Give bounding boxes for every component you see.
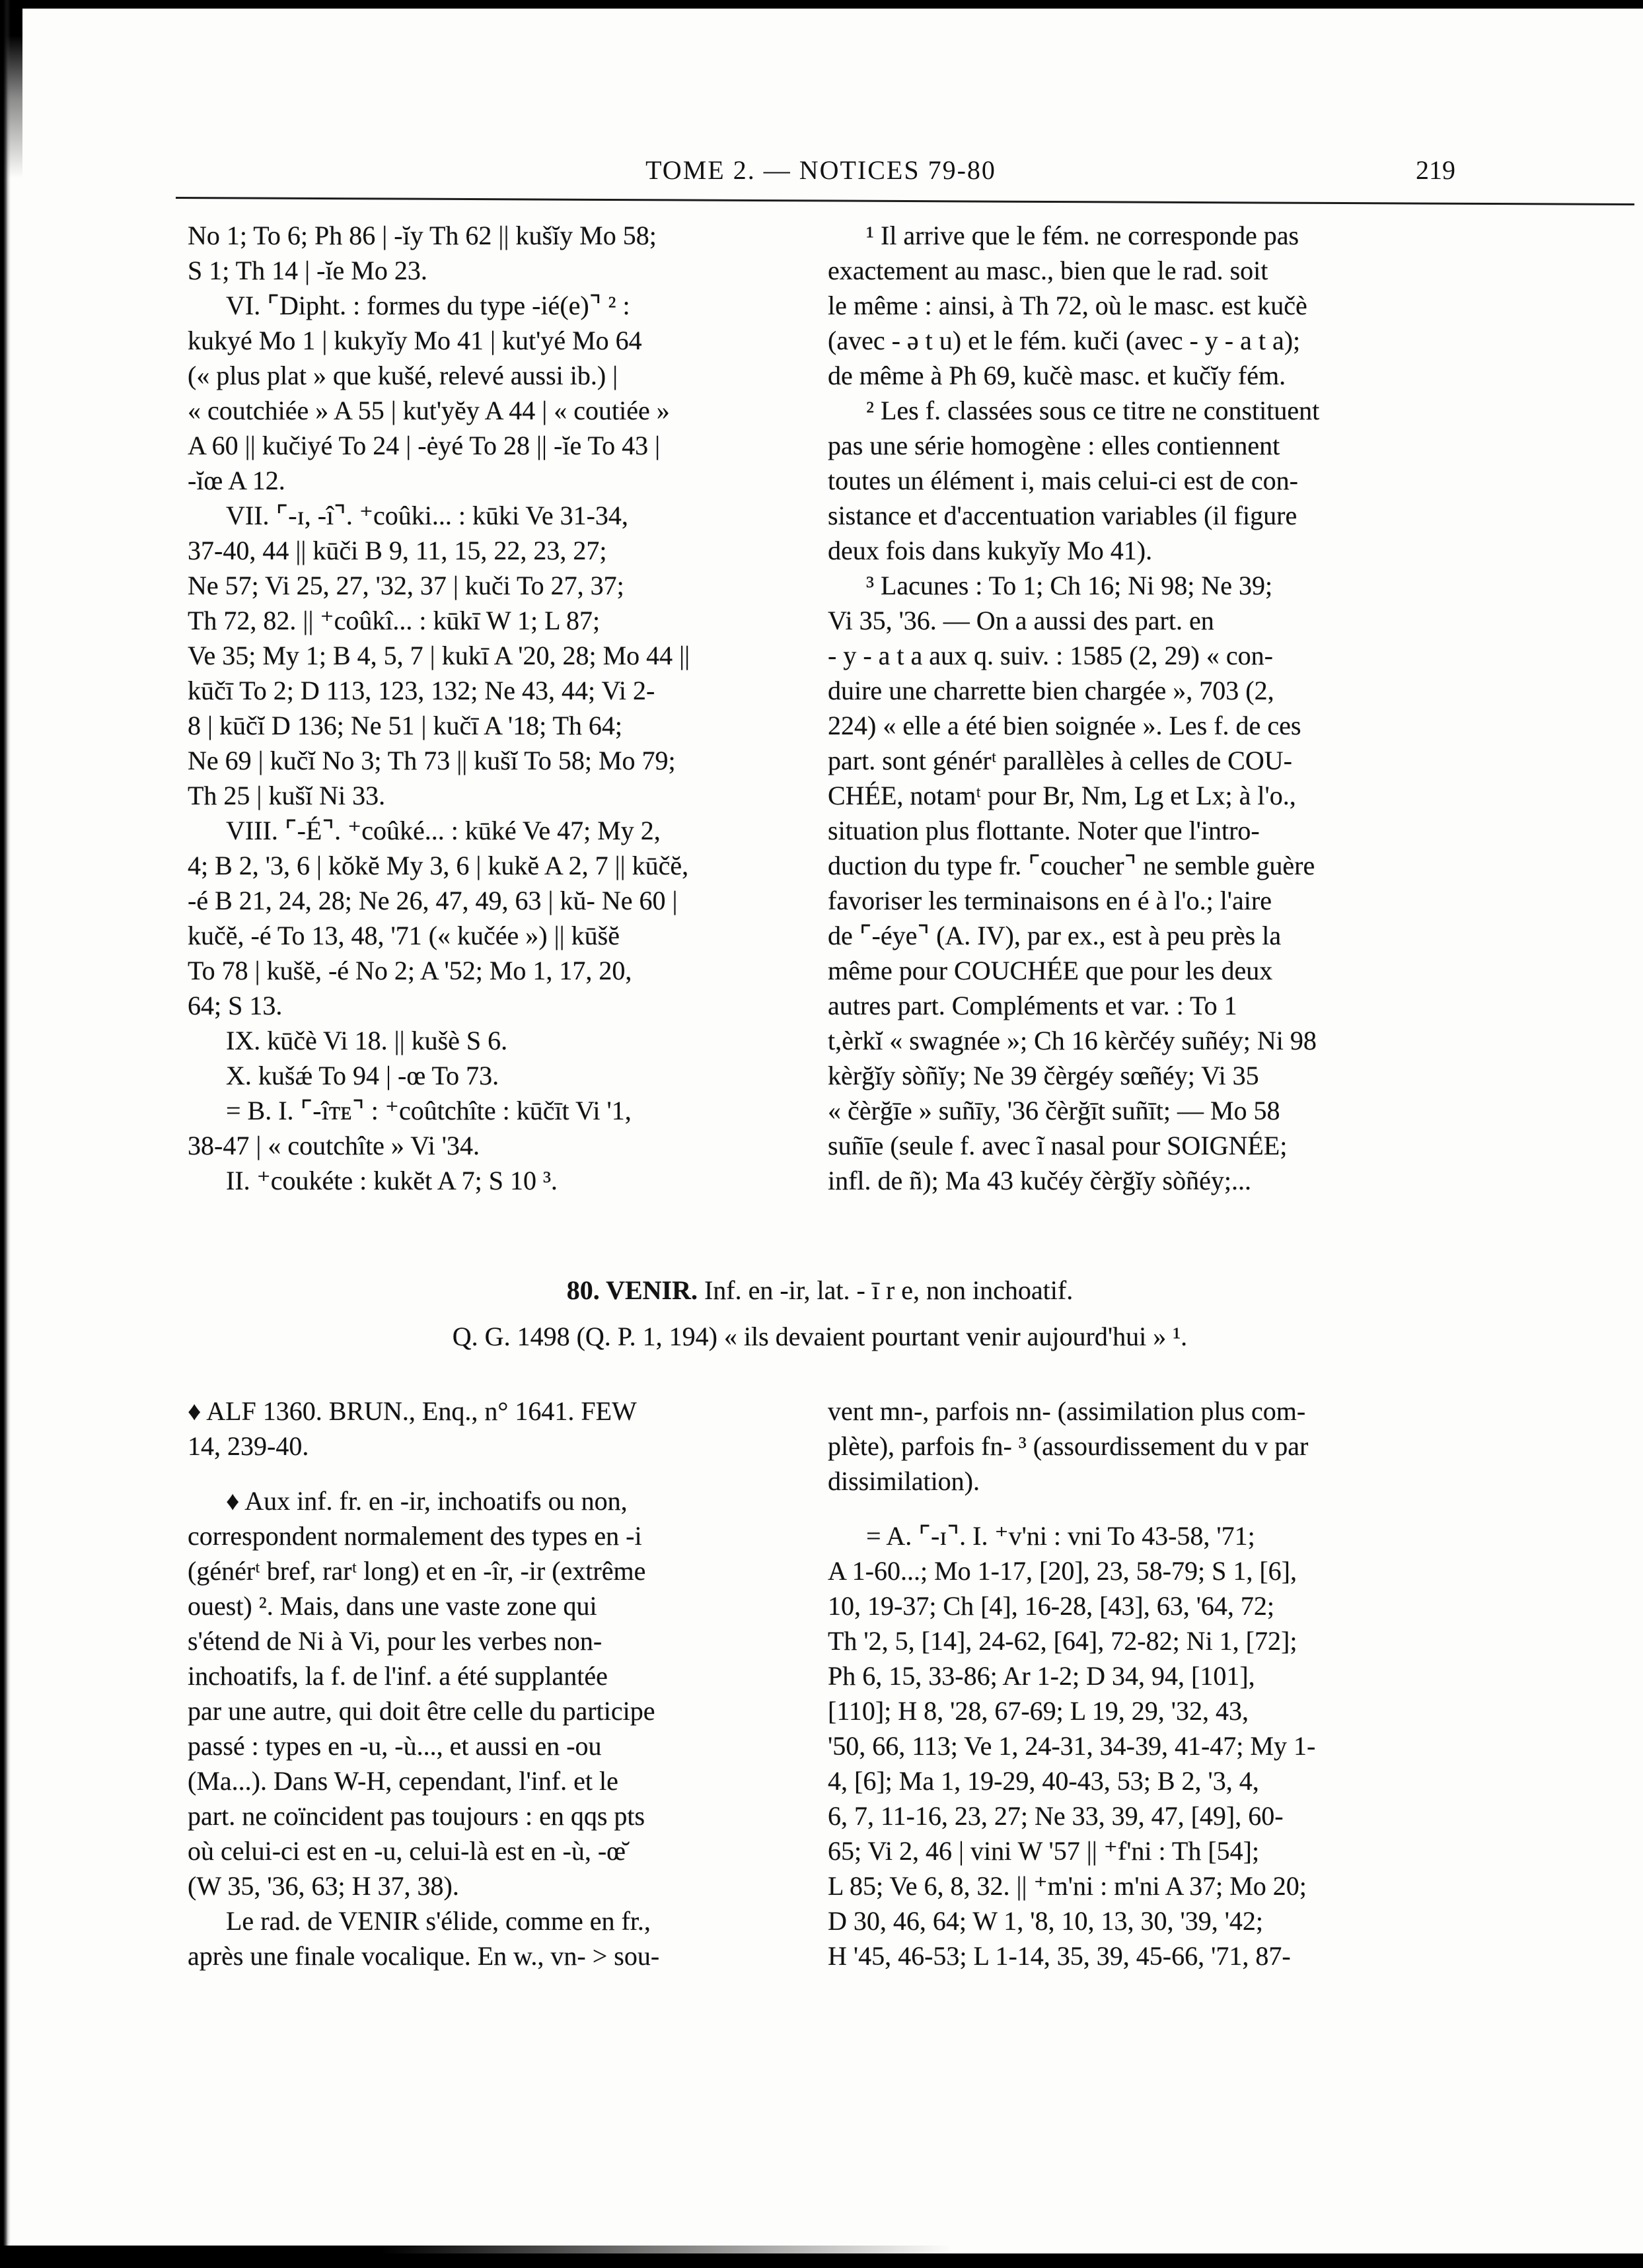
notice80-left-column [188,1394,809,1973]
text-line: VI. ⌜Dipht. : formes du type -ié(e)⌝ ² : [226,291,630,320]
text-line: où celui-ci est en -u, celui-là est en -ù, -œ̆ [188,1836,626,1866]
text-line: favoriser les terminaisons en é à l'o.; l'aire [828,886,1272,915]
page-number: 219 [1416,155,1455,185]
text-line: ouest) ². Mais, dans une vaste zone qui [188,1591,597,1621]
text-line: Ne 57; Vi 25, 27, '32, 37 | kuči To 27, 37; [188,571,624,600]
scan-edge-bottom [0,2253,1643,2268]
paragraph [188,1903,809,1973]
paragraph [828,1394,1454,1499]
text-line: 37-40, 44 || kūči B 9, 11, 15, 22, 23, 27; [188,536,607,565]
text-line: 38-47 | « coutchîte » Vi '34. [188,1131,480,1160]
text-line: kūčī To 2; D 113, 123, 132; Ne 43, 44; Vi 2- [188,676,655,705]
text-line: VIII. ⌜-É⌝. ⁺coûké... : kūké Ve 47; My 2, [226,816,661,845]
text-line: duire une charrette bien chargée », 703 (2, [828,676,1274,705]
text-line: L 85; Ve 6, 8, 32. || ⁺m'ni : m'ni A 37; Mo 20; [828,1871,1307,1901]
text-line: duction du type fr. ⌜coucher⌝ ne semble guère [828,851,1315,880]
text-line: S 1; Th 14 | -ĭe Mo 23. [188,256,427,285]
text-line: II. ⁺coukéte : kukĕt A 7; S 10 ³. [226,1166,558,1195]
text-line: = A. ⌜-ɪ⌝. I. ⁺v'ni : vni To 43-58, '71; [866,1521,1255,1551]
paragraph [188,1483,809,1903]
text-line: Le rad. de VENIR s'élide, comme en fr., [226,1906,651,1936]
text-line: 4; B 2, '3, 6 | kŏkĕ My 3, 6 | kukĕ A 2, 7 || kūčĕ, [188,851,689,880]
text-line: par une autre, qui doit être celle du participe [188,1696,655,1726]
text-line: '50, 66, 113; Ve 1, 24-31, 34-39, 41-47; My 1- [828,1731,1316,1761]
paragraph [188,1394,809,1464]
text-line: - y - a t a aux q. suiv. : 1585 (2, 29) « con- [828,641,1273,670]
text-line: s'étend de Ni à Vi, pour les verbes non- [188,1626,602,1656]
text-line: kučĕ, -é To 13, 48, '71 (« kučée ») || kūšĕ [188,921,620,950]
text-line: pas une série homogène : elles contiennent [828,431,1280,460]
paragraph [828,218,1454,393]
text-line: H '45, 46-53; L 1-14, 35, 39, 45-66, '71, 87- [828,1941,1291,1971]
paragraph [188,1023,809,1058]
text-line: IX. kūčè Vi 18. || kušè S 6. [226,1026,508,1055]
paragraph [188,1093,809,1163]
text-line: passé : types en -u, -ù..., et aussi en -ou [188,1731,602,1761]
text-line: infl. de ñ); Ma 43 kučéy čèrğĭy sòñéy;... [828,1166,1251,1195]
text-line: ¹ Il arrive que le fém. ne corresponde pas [866,221,1299,250]
paragraph [828,568,1454,1198]
text-line: exactement au masc., bien que le rad. soit [828,256,1268,285]
paragraph [188,813,809,1023]
paragraph [188,498,809,813]
text-line: No 1; To 6; Ph 86 | -ĭy Th 62 || kušĭy Mo 58; [188,221,657,250]
notice80-citation: Q. G. 1498 (Q. P. 1, 194) « ils devaient pourtant venir aujourd'hui » ¹. [452,1322,1188,1351]
text-line: 224) « elle a été bien soignée ». Les f. de ces [828,711,1301,740]
notice80-heading-block [185,1273,1455,1354]
text-line: situation plus flottante. Noter que l'intro- [828,816,1260,845]
notice80-number-headword: 80. VENIR. [566,1275,698,1305]
text-line: To 78 | kušĕ, -é No 2; A '52; Mo 1, 17, 20, [188,956,632,985]
text-line: après une finale vocalique. En w., vn- > sou- [188,1941,660,1971]
text-line: même pour COUCHÉE que pour les deux [828,956,1273,985]
text-line: part. ne coïncident pas toujours : en qqs pts [188,1801,645,1831]
text-line: ♦ Aux inf. fr. en -ir, inchoatifs ou non, [226,1486,628,1516]
text-line: (avec - ə t u) et le fém. kuči (avec - y - a t a); [828,326,1301,355]
text-line: kukyé Mo 1 | kukyĭy Mo 41 | kut'yé Mo 64 [188,326,642,355]
text-line: Th 72, 82. || ⁺coûkî... : kūkī W 1; L 87; [188,606,601,635]
paragraph [188,218,809,288]
paragraph [188,1058,809,1093]
text-line: -é B 21, 24, 28; Ne 26, 47, 49, 63 | kŭ- Ne 60 | [188,886,678,915]
text-line: t,èrkĭ « swagnée »; Ch 16 kèrčéy suñéy; Ni 98 [828,1026,1317,1055]
text-line: ♦ ALF 1360. BRUN., Enq., n° 1641. FEW [188,1396,637,1426]
text-line: A 60 || kučiyé To 24 | -ėyé To 28 || -ĭe To 43 | [188,431,661,460]
text-line: -ĭœ A 12. [188,466,285,495]
text-line: 8 | kūčĭ D 136; Ne 51 | kučī A '18; Th 64; [188,711,623,740]
text-line: de ⌜-éye⌝ (A. IV), par ex., est à peu près la [828,921,1282,950]
text-line: 6, 7, 11-16, 23, 27; Ne 33, 39, 47, [49], 60- [828,1801,1284,1831]
running-title: TOME 2. — NOTICES 79-80 [645,155,996,185]
notice80-heading-rest: Inf. en -ir, lat. - ī r e, non inchoatif. [697,1275,1074,1305]
text-line: part. sont générᵗ parallèles à celles de COU- [828,746,1292,775]
scan-edge-left [0,0,11,2268]
text-line: Vi 35, '36. — On a aussi des part. en [828,606,1214,635]
text-line: VII. ⌜-ɪ, -î⌝. ⁺coûki... : kūki Ve 31-34, [226,501,628,530]
text-line: deux fois dans kukyĭy Mo 41). [828,536,1153,565]
text-line: inchoatifs, la f. de l'inf. a été supplantée [188,1661,608,1691]
text-line: Th 25 | kušĭ Ni 33. [188,781,386,810]
text-line: CHÉE, notamᵗ pour Br, Nm, Lg et Lx; à l'o., [828,781,1296,810]
text-line: vent mn-, parfois nn- (assimilation plus com- [828,1396,1306,1426]
paragraph [828,393,1454,568]
text-line: D 30, 46, 64; W 1, '8, 10, 13, 30, '39, '42; [828,1906,1264,1936]
text-line: 64; S 13. [188,991,283,1020]
text-line: dissimilation). [828,1466,980,1496]
page-header [185,155,1457,189]
text-line: le même : ainsi, à Th 72, où le masc. est kučè [828,291,1307,320]
text-line: plète), parfois fn- ³ (assourdissement du v par [828,1431,1309,1461]
notice79-left-column [188,218,809,1198]
notice79-footnotes-column [828,218,1454,1198]
text-line: « čèrğīe » suñīy, '36 čèrğīt suñīt; — Mo 58 [828,1096,1280,1125]
text-line: « coutchiée » A 55 | kut'yĕy A 44 | « coutiée » [188,396,670,425]
text-line: 14, 239-40. [188,1431,309,1461]
text-line: 10, 19-37; Ch [4], 16-28, [43], 63, '64, 72; [828,1591,1275,1621]
text-line: Ve 35; My 1; B 4, 5, 7 | kukī A '20, 28; Mo 44 || [188,641,690,670]
text-line: Th '2, 5, [14], 24-62, [64], 72-82; Ni 1, [72]; [828,1626,1297,1656]
text-line: ² Les f. classées sous ce titre ne constituent [866,396,1320,425]
text-line: (Ma...). Dans W-H, cependant, l'inf. et le [188,1766,618,1796]
notice80-right-column [828,1394,1454,1973]
text-line: sistance et d'accentuation variables (il figure [828,501,1297,530]
scan-edge-top [0,0,1643,9]
text-line: 65; Vi 2, 46 | vini W '57 || ⁺f'ni : Th [54]; [828,1836,1260,1866]
paragraph [828,1518,1454,1973]
paragraph [188,1163,809,1198]
text-line: 4, [6]; Ma 1, 19-29, 40-43, 53; B 2, '3, 4, [828,1766,1259,1796]
text-line: Ph 6, 15, 33-86; Ar 1-2; D 34, 94, [101], [828,1661,1255,1691]
text-line: kèrğĭy sòñĭy; Ne 39 čèrgéy sœñéy; Vi 35 [828,1061,1259,1090]
header-divider [176,197,1634,205]
text-line: suñīe (seule f. avec ĩ nasal pour SOIGNÉE; [828,1131,1288,1160]
text-line: X. kušǽ To 94 | -œ To 73. [226,1061,499,1090]
text-line: correspondent normalement des types en -i [188,1521,642,1551]
text-line: Ne 69 | kučĭ No 3; Th 73 || kušĭ To 58; Mo 79; [188,746,676,775]
text-line: (W 35, '36, 63; H 37, 38). [188,1871,459,1901]
text-line: A 1-60...; Mo 1-17, [20], 23, 58-79; S 1, [6], [828,1556,1297,1586]
text-line: [110]; H 8, '28, 67-69; L 19, 29, '32, 43, [828,1696,1249,1726]
text-line: toutes un élément i, mais celui-ci est de con- [828,466,1298,495]
text-line: ³ Lacunes : To 1; Ch 16; Ni 98; Ne 39; [866,571,1273,600]
notice80-heading [185,1273,1455,1308]
text-line: (générᵗ bref, rarᵗ long) et en -îr, -ir (extrême [188,1556,646,1586]
paragraph [188,288,809,498]
text-line: = B. I. ⌜-îᴛᴇ⌝ : ⁺coûtchîte : kūčīt Vi '1, [226,1096,632,1125]
text-line: (« plus plat » que kušé, relevé aussi ib.) | [188,361,618,390]
text-line: de même à Ph 69, kučè masc. et kučĭy fém. [828,361,1286,390]
text-line: autres part. Compléments et var. : To 1 [828,991,1237,1020]
